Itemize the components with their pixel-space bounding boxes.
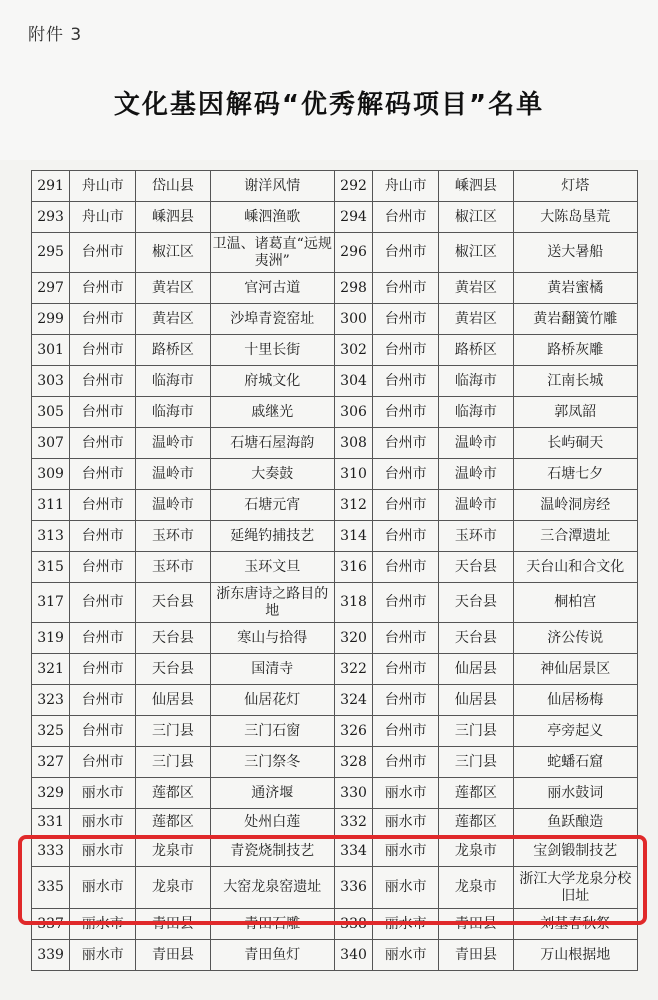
city-cell: 台州市 (70, 366, 136, 397)
table-body (32, 171, 638, 971)
city-cell: 台州市 (70, 716, 136, 747)
project-name-cell: 石塘七夕 (513, 459, 637, 490)
city-cell: 台州市 (373, 623, 439, 654)
project-name-cell: 大窑龙泉窑遗址 (210, 867, 334, 909)
document-header-area (0, 0, 658, 160)
row-number-cell: 339 (32, 940, 70, 971)
row-number-cell: 305 (32, 397, 70, 428)
project-name-cell: 仙居杨梅 (513, 685, 637, 716)
row-number-cell: 327 (32, 747, 70, 778)
project-name-cell: 府城文化 (210, 366, 334, 397)
county-cell: 椒江区 (136, 233, 210, 273)
project-name-cell: 天台山和合文化 (513, 552, 637, 583)
county-cell: 天台县 (439, 552, 513, 583)
city-cell: 丽水市 (373, 809, 439, 836)
table-row (32, 836, 638, 867)
project-name-cell: 官河古道 (210, 273, 334, 304)
project-name-cell: 神仙居景区 (513, 654, 637, 685)
county-cell: 温岭市 (136, 490, 210, 521)
project-name-cell: 大奏鼓 (210, 459, 334, 490)
county-cell: 玉环市 (439, 521, 513, 552)
table-row (32, 490, 638, 521)
project-name-cell: 石塘石屋海韵 (210, 428, 334, 459)
county-cell: 温岭市 (136, 459, 210, 490)
city-cell: 台州市 (70, 335, 136, 366)
project-name-cell: 宝剑锻制技艺 (513, 836, 637, 867)
county-cell: 龙泉市 (136, 836, 210, 867)
row-number-cell: 322 (334, 654, 372, 685)
county-cell: 莲都区 (439, 809, 513, 836)
row-number-cell: 303 (32, 366, 70, 397)
project-name-cell: 送大暑船 (513, 233, 637, 273)
row-number-cell: 334 (334, 836, 372, 867)
county-cell: 龙泉市 (439, 836, 513, 867)
row-number-cell: 313 (32, 521, 70, 552)
county-cell: 温岭市 (439, 428, 513, 459)
row-number-cell: 331 (32, 809, 70, 836)
project-list-table (31, 170, 638, 971)
project-name-cell: 郭凤韶 (513, 397, 637, 428)
county-cell: 莲都区 (136, 778, 210, 809)
project-name-cell: 延绳钓捕技艺 (210, 521, 334, 552)
row-number-cell: 308 (334, 428, 372, 459)
row-number-cell: 335 (32, 867, 70, 909)
city-cell: 台州市 (373, 654, 439, 685)
table-row (32, 521, 638, 552)
row-number-cell: 293 (32, 202, 70, 233)
county-cell: 椒江区 (439, 233, 513, 273)
city-cell: 台州市 (70, 490, 136, 521)
city-cell: 台州市 (70, 583, 136, 623)
county-cell: 天台县 (136, 623, 210, 654)
county-cell: 三门县 (136, 747, 210, 778)
city-cell: 台州市 (70, 428, 136, 459)
table-row (32, 273, 638, 304)
project-name-cell: 青田鱼灯 (210, 940, 334, 971)
row-number-cell: 340 (334, 940, 372, 971)
project-name-cell: 温岭洞房经 (513, 490, 637, 521)
city-cell: 舟山市 (70, 171, 136, 202)
row-number-cell: 325 (32, 716, 70, 747)
project-name-cell: 三合潭遗址 (513, 521, 637, 552)
row-number-cell: 324 (334, 685, 372, 716)
city-cell: 台州市 (373, 490, 439, 521)
row-number-cell: 336 (334, 867, 372, 909)
table-row (32, 685, 638, 716)
document-title: 文化基因解码“优秀解码项目”名单 (113, 90, 545, 120)
county-cell: 黄岩区 (136, 304, 210, 335)
project-name-cell: 万山根据地 (513, 940, 637, 971)
city-cell: 台州市 (70, 747, 136, 778)
project-name-cell: 路桥灰雕 (513, 335, 637, 366)
county-cell: 天台县 (439, 623, 513, 654)
row-number-cell: 337 (32, 909, 70, 940)
row-number-cell: 309 (32, 459, 70, 490)
county-cell: 天台县 (439, 583, 513, 623)
table-row (32, 304, 638, 335)
county-cell: 天台县 (136, 654, 210, 685)
row-number-cell: 318 (334, 583, 372, 623)
row-number-cell: 321 (32, 654, 70, 685)
row-number-cell: 316 (334, 552, 372, 583)
project-name-cell: 三门祭冬 (210, 747, 334, 778)
row-number-cell: 307 (32, 428, 70, 459)
city-cell: 丽水市 (70, 867, 136, 909)
county-cell: 青田县 (136, 940, 210, 971)
row-number-cell: 329 (32, 778, 70, 809)
project-name-cell: 亭旁起义 (513, 716, 637, 747)
city-cell: 丽水市 (373, 778, 439, 809)
city-cell: 丽水市 (373, 867, 439, 909)
county-cell: 青田县 (439, 940, 513, 971)
project-name-cell: 济公传说 (513, 623, 637, 654)
project-name-cell: 丽水鼓词 (513, 778, 637, 809)
table-row (32, 623, 638, 654)
row-number-cell: 297 (32, 273, 70, 304)
city-cell: 台州市 (70, 273, 136, 304)
county-cell: 临海市 (136, 366, 210, 397)
row-number-cell: 294 (334, 202, 372, 233)
county-cell: 温岭市 (136, 428, 210, 459)
project-name-cell: 寒山与拾得 (210, 623, 334, 654)
county-cell: 黄岩区 (439, 273, 513, 304)
row-number-cell: 296 (334, 233, 372, 273)
city-cell: 台州市 (373, 233, 439, 273)
county-cell: 温岭市 (439, 459, 513, 490)
row-number-cell: 299 (32, 304, 70, 335)
county-cell: 三门县 (439, 716, 513, 747)
city-cell: 台州市 (373, 304, 439, 335)
project-name-cell: 戚继光 (210, 397, 334, 428)
table-row (32, 583, 638, 623)
row-number-cell: 295 (32, 233, 70, 273)
county-cell: 玉环市 (136, 552, 210, 583)
project-name-cell: 谢洋风情 (210, 171, 334, 202)
city-cell: 台州市 (373, 583, 439, 623)
city-cell: 台州市 (70, 397, 136, 428)
project-name-cell: 仙居花灯 (210, 685, 334, 716)
county-cell: 莲都区 (136, 809, 210, 836)
city-cell: 台州市 (373, 716, 439, 747)
project-name-cell: 长屿硐天 (513, 428, 637, 459)
table-row (32, 397, 638, 428)
county-cell: 仙居县 (136, 685, 210, 716)
city-cell: 舟山市 (70, 202, 136, 233)
city-cell: 台州市 (70, 685, 136, 716)
row-number-cell: 310 (334, 459, 372, 490)
project-name-cell: 桐柏宫 (513, 583, 637, 623)
row-number-cell: 298 (334, 273, 372, 304)
city-cell: 台州市 (373, 747, 439, 778)
city-cell: 舟山市 (373, 171, 439, 202)
project-name-cell: 浙东唐诗之路目的地 (210, 583, 334, 623)
row-number-cell: 306 (334, 397, 372, 428)
county-cell: 天台县 (136, 583, 210, 623)
county-cell: 临海市 (439, 397, 513, 428)
project-name-cell: 江南长城 (513, 366, 637, 397)
project-name-cell: 浙江大学龙泉分校旧址 (513, 867, 637, 909)
county-cell: 青田县 (136, 909, 210, 940)
city-cell: 台州市 (373, 397, 439, 428)
county-cell: 温岭市 (439, 490, 513, 521)
project-name-cell: 处州白莲 (210, 809, 334, 836)
project-name-cell: 通济堰 (210, 778, 334, 809)
county-cell: 临海市 (136, 397, 210, 428)
row-number-cell: 333 (32, 836, 70, 867)
row-number-cell: 312 (334, 490, 372, 521)
city-cell: 台州市 (373, 685, 439, 716)
table-row (32, 747, 638, 778)
city-cell: 台州市 (70, 304, 136, 335)
county-cell: 临海市 (439, 366, 513, 397)
table-row (32, 909, 638, 940)
row-number-cell: 328 (334, 747, 372, 778)
city-cell: 丽水市 (70, 940, 136, 971)
row-number-cell: 302 (334, 335, 372, 366)
project-name-cell: 黄岩翻簧竹雕 (513, 304, 637, 335)
table-row (32, 202, 638, 233)
row-number-cell: 304 (334, 366, 372, 397)
project-list-table-wrapper (31, 170, 638, 971)
county-cell: 龙泉市 (439, 867, 513, 909)
project-name-cell: 灯塔 (513, 171, 637, 202)
project-name-cell: 大陈岛垦荒 (513, 202, 637, 233)
row-number-cell: 319 (32, 623, 70, 654)
row-number-cell: 314 (334, 521, 372, 552)
city-cell: 丽水市 (70, 909, 136, 940)
county-cell: 仙居县 (439, 654, 513, 685)
county-cell: 岱山县 (136, 171, 210, 202)
row-number-cell: 332 (334, 809, 372, 836)
row-number-cell: 320 (334, 623, 372, 654)
county-cell: 青田县 (439, 909, 513, 940)
project-name-cell: 嵊泗渔歌 (210, 202, 334, 233)
row-number-cell: 291 (32, 171, 70, 202)
row-number-cell: 326 (334, 716, 372, 747)
city-cell: 台州市 (373, 521, 439, 552)
project-name-cell: 刘基春秋祭 (513, 909, 637, 940)
attachment-label: 附件 3 (28, 25, 83, 45)
row-number-cell: 338 (334, 909, 372, 940)
row-number-cell: 301 (32, 335, 70, 366)
county-cell: 路桥区 (439, 335, 513, 366)
table-row (32, 171, 638, 202)
city-cell: 台州市 (70, 459, 136, 490)
table-row (32, 940, 638, 971)
project-name-cell: 沙埠青瓷窑址 (210, 304, 334, 335)
city-cell: 台州市 (373, 428, 439, 459)
project-name-cell: 青瓷烧制技艺 (210, 836, 334, 867)
county-cell: 三门县 (136, 716, 210, 747)
county-cell: 路桥区 (136, 335, 210, 366)
city-cell: 台州市 (373, 202, 439, 233)
county-cell: 三门县 (439, 747, 513, 778)
table-row (32, 233, 638, 273)
table-row (32, 459, 638, 490)
row-number-cell: 315 (32, 552, 70, 583)
county-cell: 嵊泗县 (439, 171, 513, 202)
table-row (32, 552, 638, 583)
table-row (32, 778, 638, 809)
city-cell: 台州市 (373, 273, 439, 304)
city-cell: 台州市 (70, 521, 136, 552)
project-name-cell: 卫温、诸葛直“远规夷洲” (210, 233, 334, 273)
county-cell: 仙居县 (439, 685, 513, 716)
city-cell: 台州市 (373, 366, 439, 397)
table-row (32, 716, 638, 747)
project-name-cell: 黄岩蜜橘 (513, 273, 637, 304)
table-row (32, 867, 638, 909)
project-name-cell: 玉环文旦 (210, 552, 334, 583)
table-row (32, 809, 638, 836)
city-cell: 台州市 (70, 654, 136, 685)
county-cell: 龙泉市 (136, 867, 210, 909)
city-cell: 丽水市 (373, 909, 439, 940)
row-number-cell: 292 (334, 171, 372, 202)
row-number-cell: 300 (334, 304, 372, 335)
county-cell: 嵊泗县 (136, 202, 210, 233)
row-number-cell: 330 (334, 778, 372, 809)
city-cell: 丽水市 (70, 836, 136, 867)
table-row (32, 654, 638, 685)
project-name-cell: 石塘元宵 (210, 490, 334, 521)
project-name-cell: 蛇蟠石窟 (513, 747, 637, 778)
row-number-cell: 311 (32, 490, 70, 521)
project-name-cell: 三门石窗 (210, 716, 334, 747)
city-cell: 丽水市 (70, 778, 136, 809)
county-cell: 莲都区 (439, 778, 513, 809)
city-cell: 台州市 (70, 552, 136, 583)
city-cell: 台州市 (70, 623, 136, 654)
row-number-cell: 317 (32, 583, 70, 623)
county-cell: 玉环市 (136, 521, 210, 552)
county-cell: 椒江区 (439, 202, 513, 233)
county-cell: 黄岩区 (439, 304, 513, 335)
city-cell: 台州市 (373, 552, 439, 583)
city-cell: 台州市 (70, 233, 136, 273)
row-number-cell: 323 (32, 685, 70, 716)
table-row (32, 366, 638, 397)
city-cell: 台州市 (373, 459, 439, 490)
city-cell: 丽水市 (373, 940, 439, 971)
county-cell: 黄岩区 (136, 273, 210, 304)
table-row (32, 428, 638, 459)
project-name-cell: 鱼跃酿造 (513, 809, 637, 836)
table-row (32, 335, 638, 366)
city-cell: 丽水市 (70, 809, 136, 836)
project-name-cell: 十里长街 (210, 335, 334, 366)
city-cell: 丽水市 (373, 836, 439, 867)
project-name-cell: 青田石雕 (210, 909, 334, 940)
city-cell: 台州市 (373, 335, 439, 366)
project-name-cell: 国清寺 (210, 654, 334, 685)
